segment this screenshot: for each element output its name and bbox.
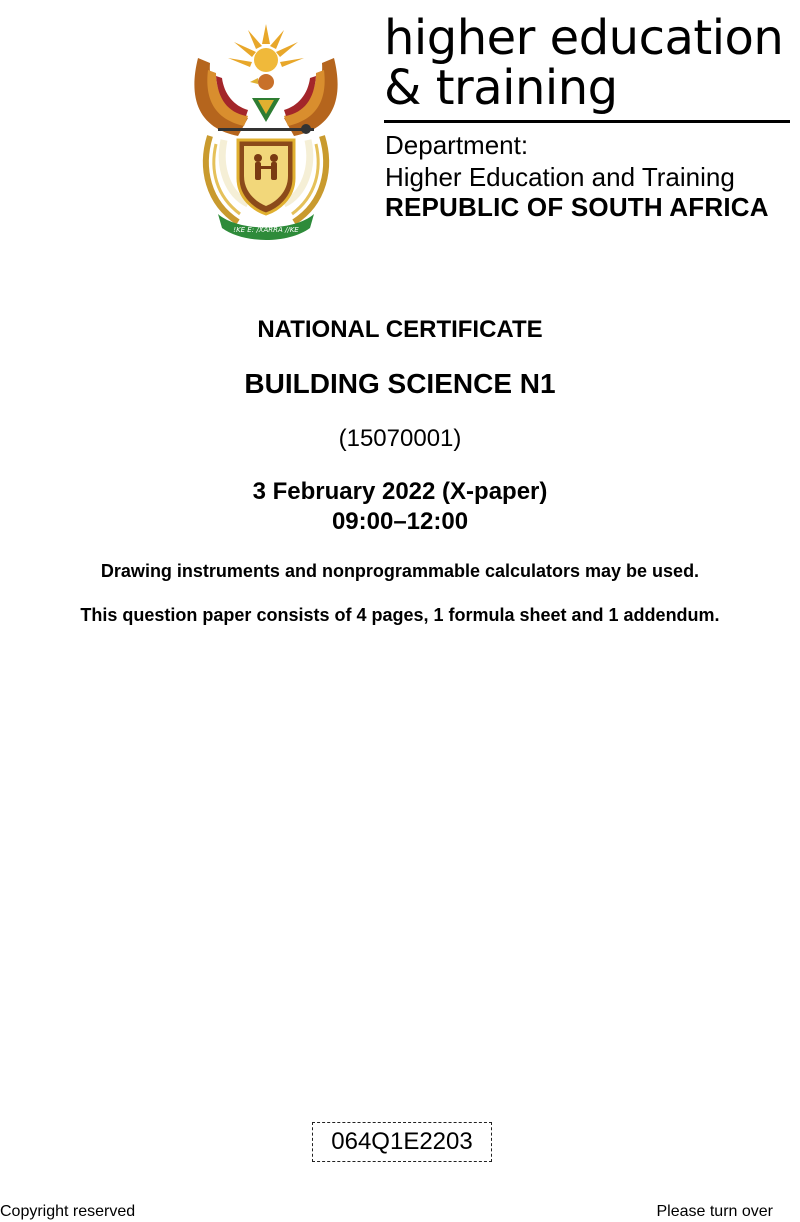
- certificate-title: NATIONAL CERTIFICATE: [257, 316, 543, 343]
- header-divider: [384, 120, 790, 123]
- footer-copyright: Copyright reserved: [0, 1203, 136, 1220]
- brand-title-line2: & training: [384, 60, 618, 116]
- country-name: REPUBLIC OF SOUTH AFRICA: [385, 192, 769, 222]
- department-name: Higher Education and Training: [385, 162, 735, 192]
- department-label: Department:: [385, 130, 529, 160]
- footer-turn-over: Please turn over: [656, 1203, 773, 1220]
- exam-time: 09:00–12:00: [331, 508, 469, 535]
- subject-code: (15070001): [338, 425, 462, 452]
- instruments-note: Drawing instruments and nonprogrammable calculators may be used.: [100, 561, 700, 581]
- svg-text:!KE E: /XARRA //KE: !KE E: /XARRA //KE: [233, 226, 299, 234]
- coat-of-arms-logo: [178, 18, 354, 240]
- subject-title: BUILDING SCIENCE N1: [244, 368, 556, 399]
- pages-note: This question paper consists of 4 pages, 1 formula sheet and 1 addendum.: [80, 605, 720, 625]
- paper-code-box: 064Q1E2203: [312, 1122, 492, 1162]
- brand-title-line1: higher education: [384, 10, 784, 66]
- exam-date: 3 February 2022 (X-paper): [252, 478, 548, 505]
